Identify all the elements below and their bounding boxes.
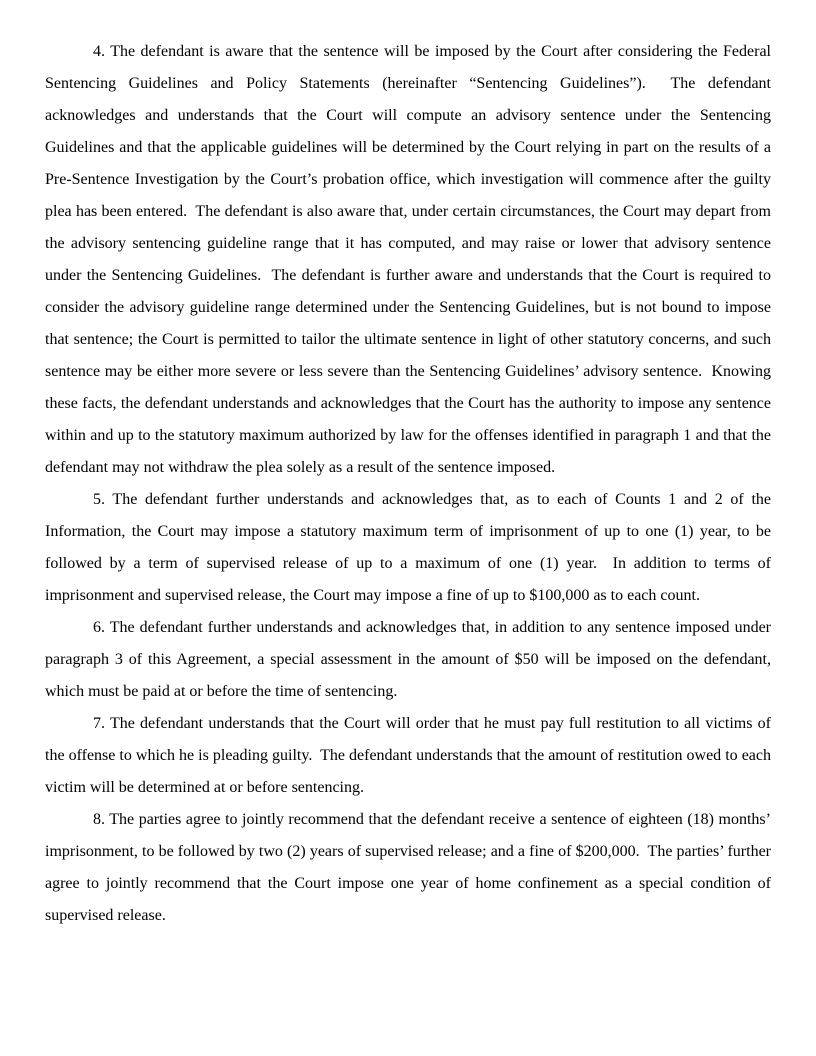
paragraph-number: 8. [93,811,105,828]
paragraph-text: The defendant is aware that the sentence will be imposed by the Court after considering the Federal Sentencing Guidelines and Policy Statements (hereinafter “Sentencing Guidelines”). The defendant acknowledges and understands that the Court will compute an advisory sentence under the Sentencing Guidelines and that the applicable guidelines will be determined by the Court relying in part on the results of a Pre-Sentence Investigation by the Court’s probation office, which investigation will commence after the guilty plea has been entered. The defendant is also aware that, under certain circumstances, the Court may depart from the advisory sentencing guideline range that it has computed, and may raise or lower that advisory sentence under the Sentencing Guidelines. The defendant is further aware and understands that the Court is required to consider the advisory guideline range determined under the Sentencing Guidelines, but is not bound to impose that sentence; the Court is permitted to tailor the ultimate sentence in light of other statutory concerns, and such sentence may be either more severe or less severe than the Sentencing Guidelines’ advisory sentence. Knowing these facts, the defendant understands and acknowledges that the Court has the authority to impose any sentence within and up to the statutory maximum authorized by law for the offenses identified in paragraph 1 and that the defendant may not withdraw the plea solely as a result of the sentence imposed. [45,43,776,476]
paragraph-text: The defendant further understands and acknowledges that, as to each of Counts 1 and 2 of the Information, the Court may impose a statutory maximum term of imprisonment of up to one (1) year, to be followed by a term of supervised release of up to a maximum of one (1) year. In addition to terms of imprisonment and supervised release, the Court may impose a fine of up to $100,000 as to each count. [45,491,775,604]
document-page [45,36,776,932]
paragraph-number: 6. [93,619,105,636]
paragraph-5 [45,484,775,612]
paragraph-number: 5. [93,491,105,508]
paragraph-text: The defendant further understands and acknowledges that, in addition to any sentence imposed under paragraph 3 of this Agreement, a special assessment in the amount of $50 will be imposed on the defendant, which must be paid at or before the time of sentencing. [45,619,775,700]
paragraph-text: The defendant understands that the Court will order that he must pay full restitution to all victims of the offense to which he is pleading guilty. The defendant understands that the amount of restitution owed to each victim will be determined at or before sentencing. [45,715,775,796]
paragraph-text: The parties agree to jointly recommend that the defendant receive a sentence of eighteen (18) months’ imprisonment, to be followed by two (2) years of supervised release; and a fine of $200,000. The parties’ further agree to jointly recommend that the Court impose one year of home confinement as a special condition of supervised release. [45,811,775,924]
paragraph-8 [45,804,775,932]
paragraph-6 [45,612,775,708]
paragraph-number: 4. [93,43,105,60]
paragraph-7 [45,708,775,804]
paragraph-number: 7. [93,715,105,732]
paragraph-4 [45,36,776,484]
